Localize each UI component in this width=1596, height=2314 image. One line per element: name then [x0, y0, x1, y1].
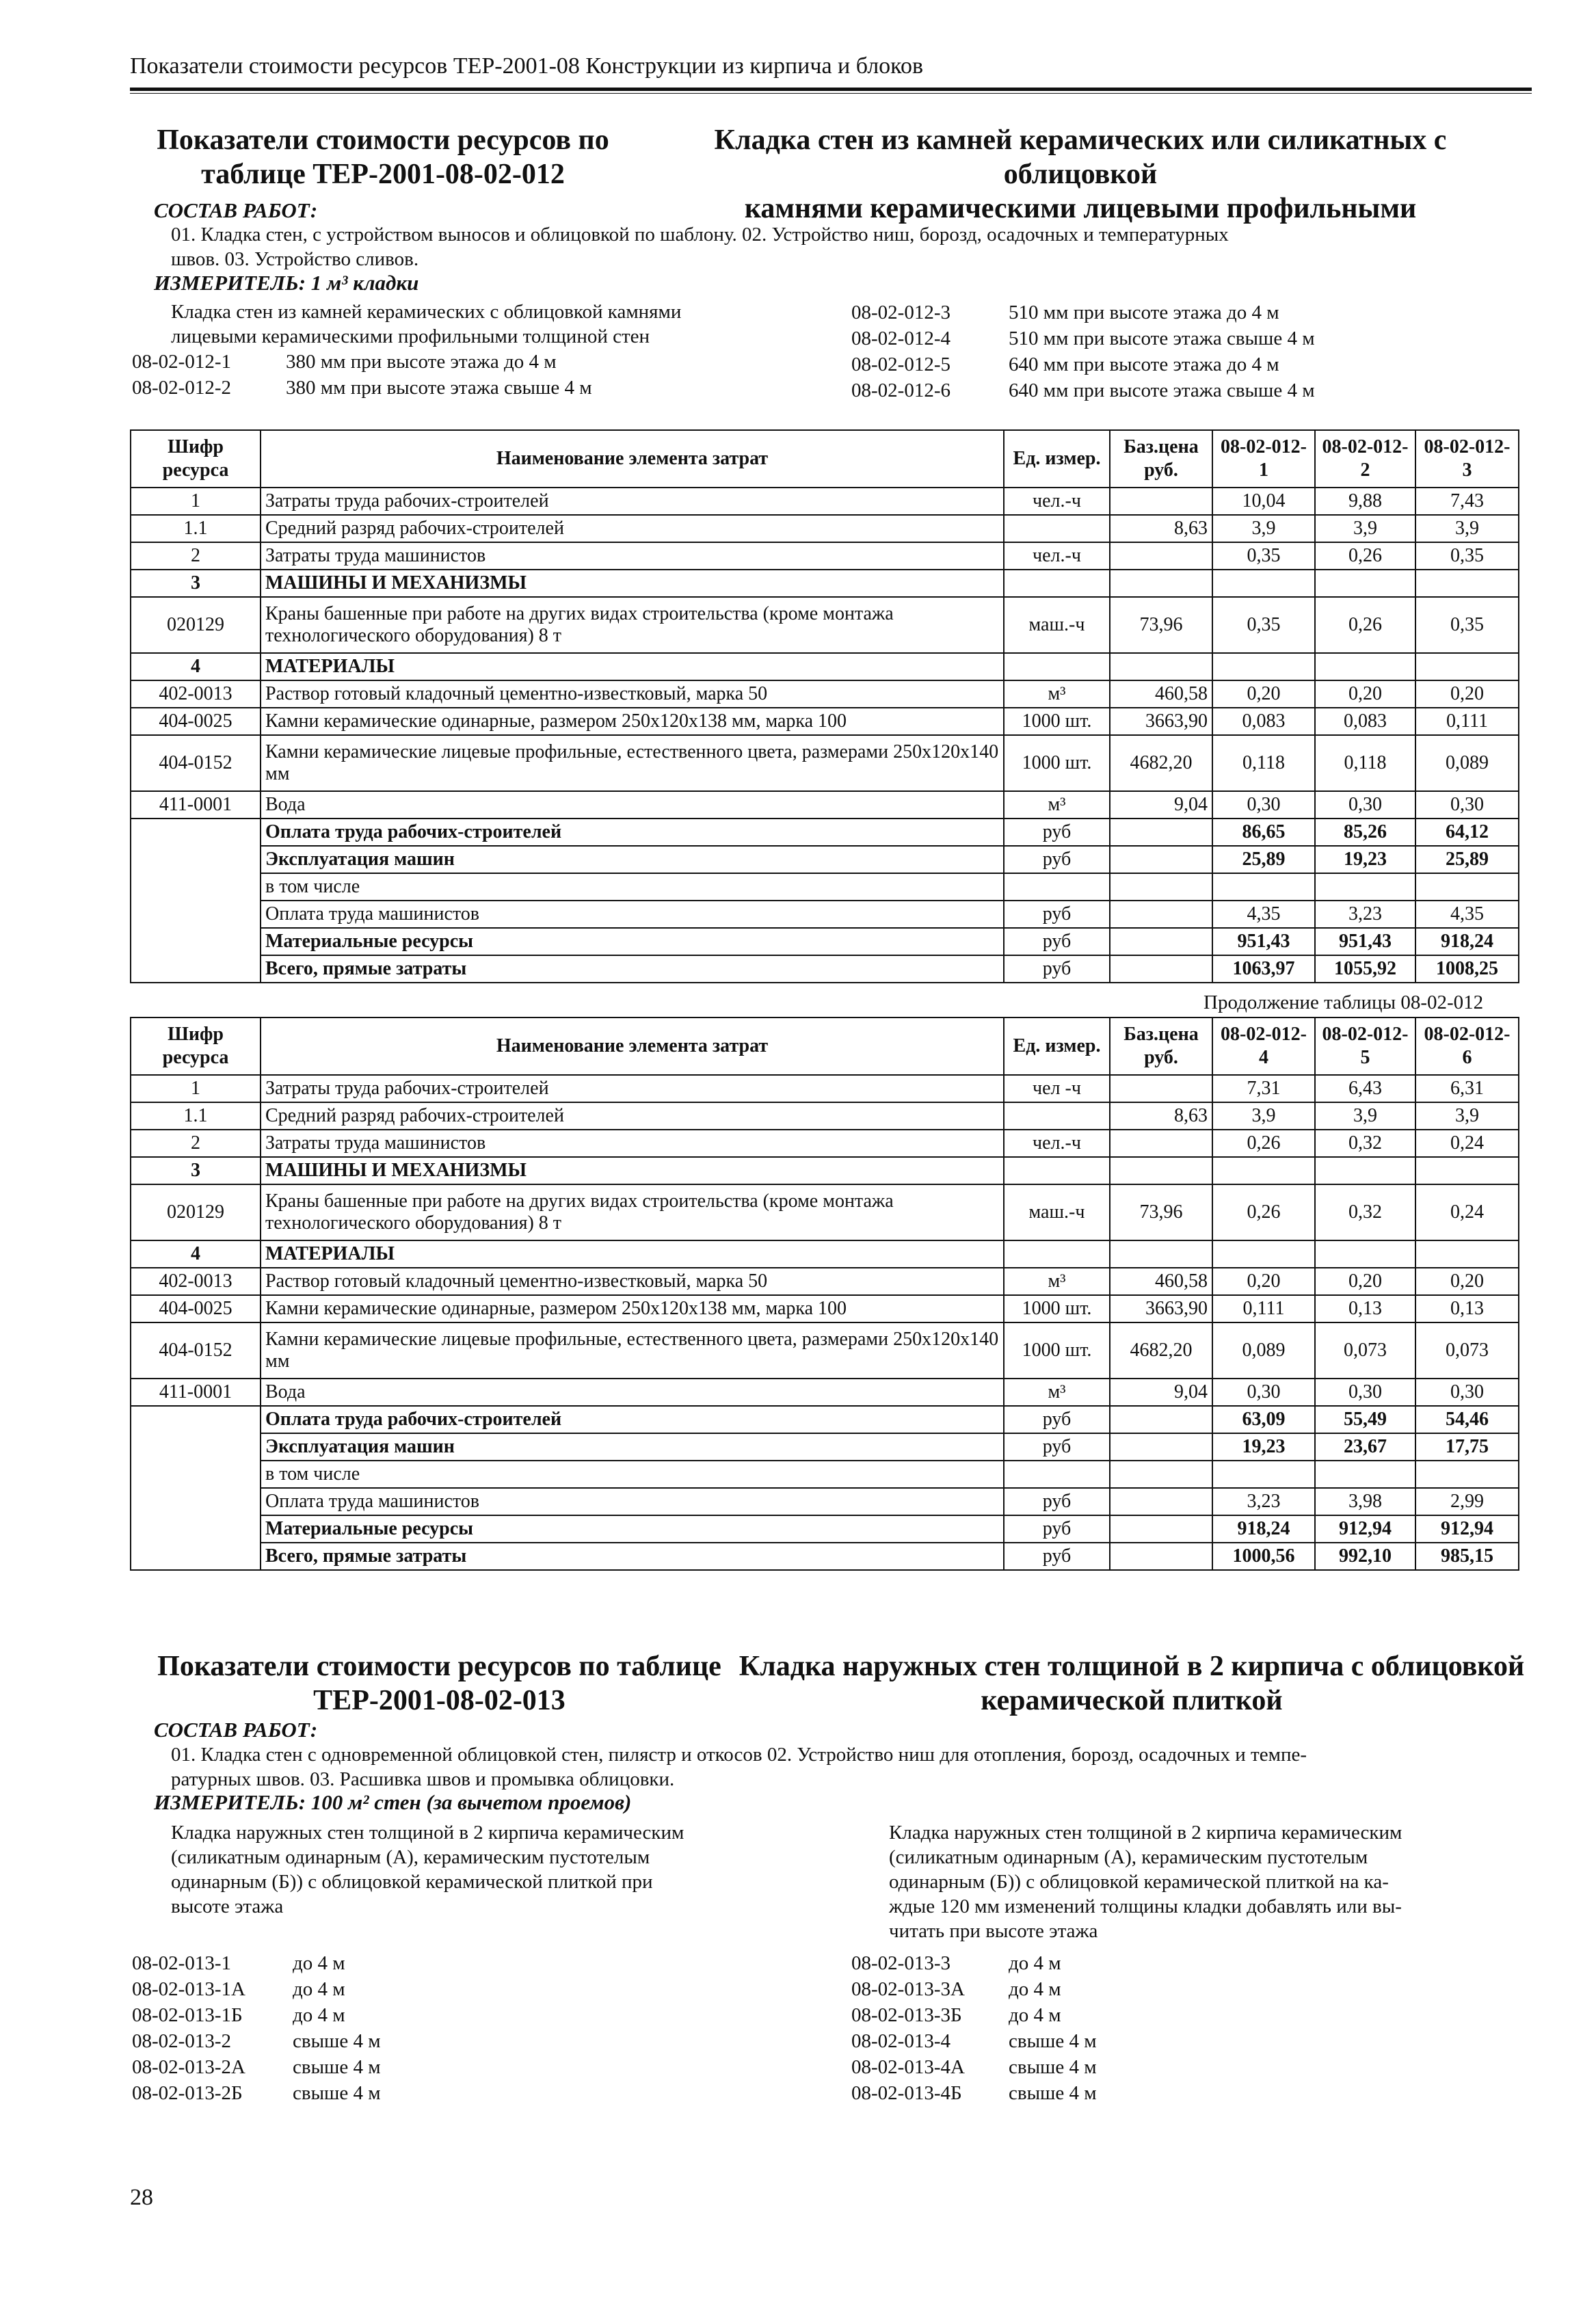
summary-row: Оплата труда машинистов руб 3,23 3,98 2,99 [131, 1488, 1519, 1515]
code-row: 08-02-013-1А до 4 м [132, 1978, 345, 2000]
code-row: 08-02-013-4Б свыше 4 м [851, 2082, 1097, 2104]
header-cell: 08-02-012-2 [1315, 430, 1415, 488]
header-cell: 08-02-012-6 [1415, 1018, 1519, 1075]
sec2-title-left: Показатели стоимости ресурсов по таблице ТЕР-2001-08-02-013 [157, 1651, 721, 1716]
header-cell: 08-02-012-1 [1212, 430, 1315, 488]
sec2-sostav-label: СОСТАВ РАБОТ: [154, 1718, 318, 1742]
sec1-codes-right [851, 300, 1315, 403]
table-row: 411-0001 Вода м³ 9,04 0,30 0,30 0,30 [131, 1379, 1519, 1406]
table-row: 402-0013 Раствор готовый кладочный цементно-известковый, марка 50 м³ 460,58 0,20 0,20 0,20 [131, 680, 1519, 708]
code-row: 08-02-012-2 380 мм при высоте этажа свыше 4 м [132, 377, 592, 399]
table-row: 1.1 Средний разряд рабочих-строителей 8,63 3,9 3,9 3,9 [131, 1102, 1519, 1130]
sec2-desc-right: Кладка наружных стен толщиной в 2 кирпича керамическим (силикатным одинарным (А), керамическим пустотелым одинарным (Б)) с облицовкой керамической плиткой на ка- ждые 120 мм изменений толщины кладки добавлять или вы- читать при высоте этажа [889, 1822, 1402, 1942]
code-row: 08-02-013-1Б до 4 м [132, 2004, 345, 2026]
header-cell: Наименование элемента затрат [261, 430, 1004, 488]
code-row: 08-02-013-2 свыше 4 м [132, 2030, 381, 2052]
header-cell: Баз.цена руб. [1110, 430, 1212, 488]
cost-table-2 [130, 1017, 1519, 1571]
table-row: 2 Затраты труда машинистов чел.-ч 0,35 0,26 0,35 [131, 542, 1519, 570]
code-row: 08-02-013-1 до 4 м [132, 1952, 345, 1974]
sec1-sostav-text: 01. Кладка стен, с устройством выносов и облицовкой по шаблону. 02. Устройство ниш, борозд, осадочных и температурных швов. 03. Устройство сливов. [171, 224, 1229, 270]
cost-table-1 [130, 429, 1519, 983]
table-row: 1 Затраты труда рабочих-строителей чел -ч 7,31 6,43 6,31 [131, 1075, 1519, 1102]
header-cell: 08-02-012-3 [1415, 430, 1519, 488]
header-cell: Наименование элемента затрат [261, 1018, 1004, 1075]
summary-row: Всего, прямые затраты руб 1000,56 992,10 985,15 [131, 1543, 1519, 1570]
table-row: 411-0001 Вода м³ 9,04 0,30 0,30 0,30 [131, 791, 1519, 819]
sec1-sostav-label: СОСТАВ РАБОТ: [154, 198, 318, 222]
summary-row: Всего, прямые затраты руб 1063,97 1055,92 1008,25 [131, 955, 1519, 983]
table-row: 4 МАТЕРИАЛЫ [131, 1240, 1519, 1268]
header-cell: Ед. измер. [1004, 430, 1110, 488]
sec1-title-right: Кладка стен из камней керамических или силикатных с облицовкой камнями керамическими лицевыми профильными [714, 124, 1447, 224]
sec1-codes-left [132, 349, 592, 401]
summary-row: Оплата труда рабочих-строителей руб 86,65 85,26 64,12 [131, 819, 1519, 846]
code-row: 08-02-012-1 380 мм при высоте этажа до 4 м [132, 351, 557, 373]
header-cell: 08-02-012-5 [1315, 1018, 1415, 1075]
table-header-row [131, 430, 1519, 488]
summary-row: в том числе [131, 873, 1519, 901]
summary-row: Оплата труда рабочих-строителей руб 63,09 55,49 54,46 [131, 1406, 1519, 1433]
summary-row: Эксплуатация машин руб 19,23 23,67 17,75 [131, 1433, 1519, 1461]
table-row: 1 Затраты труда рабочих-строителей чел.-ч 10,04 9,88 7,43 [131, 488, 1519, 515]
sec2-title-right: Кладка наружных стен толщиной в 2 кирпича с облицовкой керамической плиткой [739, 1651, 1525, 1716]
code-row: 08-02-013-3А до 4 м [851, 1978, 1061, 2000]
table-row: 3 МАШИНЫ И МЕХАНИЗМЫ [131, 1157, 1519, 1184]
code-row: 08-02-012-6 640 мм при высоте этажа свыше 4 м [851, 380, 1315, 401]
sec2-codes-right [851, 1950, 1097, 2106]
header-cell: Ед. измер. [1004, 1018, 1110, 1075]
table-row: 404-0152 Камни керамические лицевые профильные, естественного цвета, размерами 250х120х140 мм 1000 шт. 4682,20 0,089 0,073 0,073 [131, 1322, 1519, 1379]
summary-row: Оплата труда машинистов руб 4,35 3,23 4,35 [131, 901, 1519, 928]
code-row: 08-02-013-4 свыше 4 м [851, 2030, 1097, 2052]
header-rule [130, 88, 1532, 91]
header-cell: Шифр ресурса [131, 1018, 261, 1075]
sec1-title-left: Показатели стоимости ресурсов по таблице ТЕР-2001-08-02-012 [157, 124, 609, 190]
table-row: 2 Затраты труда машинистов чел.-ч 0,26 0,32 0,24 [131, 1130, 1519, 1157]
sec2-codes-left [132, 1950, 381, 2106]
sec2-desc-left: Кладка наружных стен толщиной в 2 кирпича керамическим (силикатным одинарным (А), керамическим пустотелым одинарным (Б)) с облицовкой керамической плиткой при высоте этажа [171, 1822, 684, 1917]
table-row: 3 МАШИНЫ И МЕХАНИЗМЫ [131, 570, 1519, 597]
sec2-sostav-text: 01. Кладка стен с одновременной облицовкой стен, пилястр и откосов 02. Устройство ниш для отопления, борозд, осадочных и темпе- ратурных швов. 03. Расшивка швов и промывка облицовки. [171, 1744, 1307, 1790]
summary-row: Эксплуатация машин руб 25,89 19,23 25,89 [131, 846, 1519, 873]
table-row: 404-0025 Камни керамические одинарные, размером 250х120х138 мм, марка 100 1000 шт. 3663,90 0,111 0,13 0,13 [131, 1295, 1519, 1322]
code-row: 08-02-013-4А свыше 4 м [851, 2056, 1097, 2078]
code-row: 08-02-013-3 до 4 м [851, 1952, 1061, 1974]
table-row: 4 МАТЕРИАЛЫ [131, 653, 1519, 680]
sec2-izmeritel: ИЗМЕРИТЕЛЬ: 100 м² стен (за вычетом проемов) [154, 1790, 632, 1814]
sec1-izmeritel: ИЗМЕРИТЕЛЬ: 1 м³ кладки [154, 271, 419, 295]
header-cell: Шифр ресурса [131, 430, 261, 488]
sec1-description: Кладка стен из камней керамических с облицовкой камнями лицевыми керамическими профильными толщиной стен [171, 301, 682, 347]
code-row: 08-02-012-4 510 мм при высоте этажа свыше 4 м [851, 328, 1315, 349]
summary-row: в том числе [131, 1461, 1519, 1488]
code-row: 08-02-012-3 510 мм при высоте этажа до 4 м [851, 302, 1279, 323]
page-header: Показатели стоимости ресурсов ТЕР-2001-08 Конструкции из кирпича и блоков [130, 53, 924, 79]
table-row: 402-0013 Раствор готовый кладочный цементно-известковый, марка 50 м³ 460,58 0,20 0,20 0,20 [131, 1268, 1519, 1295]
header-cell: Баз.цена руб. [1110, 1018, 1212, 1075]
code-row: 08-02-013-2Б свыше 4 м [132, 2082, 381, 2104]
table-row: 404-0025 Камни керамические одинарные, размером 250х120х138 мм, марка 100 1000 шт. 3663,90 0,083 0,083 0,111 [131, 708, 1519, 735]
table-row: 020129 Краны башенные при работе на других видах строительства (кроме монтажа технологического оборудования) 8 т маш.-ч 73,96 0,35 0,26 0,35 [131, 597, 1519, 653]
header-cell: 08-02-012-4 [1212, 1018, 1315, 1075]
page-number: 28 [130, 2185, 153, 2210]
continuation-note: Продолжение таблицы 08-02-012 [1203, 992, 1484, 1013]
table-row: 404-0152 Камни керамические лицевые профильные, естественного цвета, размерами 250х120х140 мм 1000 шт. 4682,20 0,118 0,118 0,089 [131, 735, 1519, 791]
summary-row: Материальные ресурсы руб 951,43 951,43 918,24 [131, 928, 1519, 955]
code-row: 08-02-013-2А свыше 4 м [132, 2056, 381, 2078]
table-row: 020129 Краны башенные при работе на других видах строительства (кроме монтажа технологического оборудования) 8 т маш.-ч 73,96 0,26 0,32 0,24 [131, 1184, 1519, 1240]
header-rule-thin [130, 93, 1532, 94]
code-row: 08-02-013-3Б до 4 м [851, 2004, 1061, 2026]
table-row: 1.1 Средний разряд рабочих-строителей 8,63 3,9 3,9 3,9 [131, 515, 1519, 542]
table-header-row [131, 1018, 1519, 1075]
summary-row: Материальные ресурсы руб 918,24 912,94 912,94 [131, 1515, 1519, 1543]
code-row: 08-02-012-5 640 мм при высоте этажа до 4 м [851, 354, 1279, 375]
